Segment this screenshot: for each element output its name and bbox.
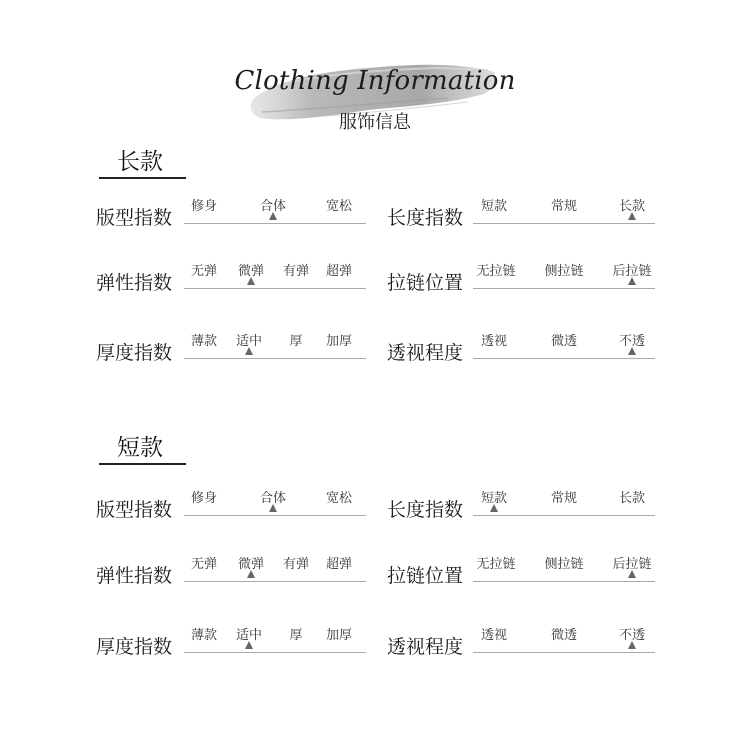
scale-option: 加厚 [325,334,353,349]
selection-marker-icon [245,347,253,355]
scale-line [184,515,366,516]
rating-scale [473,487,655,527]
scale-option: 无拉链 [476,557,516,572]
row-label: 弹性指数 [96,565,173,587]
scale-option: 后拉链 [612,557,652,572]
title-chinese: 服饰信息 [339,112,411,133]
rating-scale [473,624,655,664]
scale-line [473,288,655,289]
scale-option: 合体 [259,199,287,214]
scale-line [473,652,655,653]
selection-marker-icon [245,641,253,649]
scale-option: 不透 [618,334,646,349]
scale-option: 不透 [618,628,646,643]
scale-option: 适中 [235,628,263,643]
row-label: 厚度指数 [96,636,173,658]
selection-marker-icon [490,504,498,512]
scale-option: 修身 [190,491,218,506]
row-label: 长度指数 [387,207,464,229]
row-label: 版型指数 [96,207,173,229]
scale-option: 有弹 [282,557,310,572]
scale-option: 修身 [190,199,218,214]
scale-line [184,288,366,289]
selection-marker-icon [247,570,255,578]
rating-scale [184,624,366,664]
selection-marker-icon [628,570,636,578]
scale-option: 宽松 [325,491,353,506]
scale-option: 侧拉链 [544,264,584,279]
scale-option: 常规 [550,491,578,506]
scale-option: 透视 [480,628,508,643]
scale-option: 无弹 [190,557,218,572]
section-title: 短款 [117,435,163,461]
scale-line [473,358,655,359]
row-label: 拉链位置 [387,565,464,587]
scale-option: 微透 [550,334,578,349]
row-label: 透视程度 [387,636,464,658]
rating-scale [184,195,366,235]
scale-option: 无拉链 [476,264,516,279]
selection-marker-icon [269,504,277,512]
scale-line [184,581,366,582]
selection-marker-icon [628,641,636,649]
scale-option: 厚 [289,334,303,349]
selection-marker-icon [628,277,636,285]
scale-line [184,652,366,653]
rating-scale [184,553,366,593]
scale-option: 后拉链 [612,264,652,279]
scale-option: 厚 [289,628,303,643]
scale-option: 微透 [550,628,578,643]
scale-option: 短款 [480,491,508,506]
scale-line [184,358,366,359]
scale-option: 薄款 [190,628,218,643]
selection-marker-icon [628,212,636,220]
scale-line [473,515,655,516]
section-long [0,143,750,383]
section-title: 长款 [117,149,163,175]
section-title-underline [99,463,186,465]
scale-option: 长款 [618,491,646,506]
scale-line [473,581,655,582]
scale-option: 微弹 [237,264,265,279]
selection-marker-icon [269,212,277,220]
scale-option: 超弹 [325,264,353,279]
rating-scale [473,330,655,370]
selection-marker-icon [628,347,636,355]
scale-option: 宽松 [325,199,353,214]
scale-line [184,223,366,224]
row-label: 长度指数 [387,499,464,521]
scale-line [473,223,655,224]
rating-scale [184,260,366,300]
scale-option: 无弹 [190,264,218,279]
rating-scale [184,487,366,527]
scale-option: 超弹 [325,557,353,572]
scale-option: 合体 [259,491,287,506]
row-label: 弹性指数 [96,272,173,294]
scale-option: 适中 [235,334,263,349]
row-label: 透视程度 [387,342,464,364]
row-label: 厚度指数 [96,342,173,364]
title-english: Clothing Information [234,66,516,96]
section-title-underline [99,177,186,179]
scale-option: 透视 [480,334,508,349]
scale-option: 有弹 [282,264,310,279]
section-short [0,429,750,669]
row-label: 版型指数 [96,499,173,521]
scale-option: 常规 [550,199,578,214]
selection-marker-icon [247,277,255,285]
scale-option: 短款 [480,199,508,214]
rating-scale [473,553,655,593]
rating-scale [184,330,366,370]
rating-scale [473,195,655,235]
scale-option: 微弹 [237,557,265,572]
scale-option: 长款 [618,199,646,214]
row-label: 拉链位置 [387,272,464,294]
scale-option: 侧拉链 [544,557,584,572]
rating-scale [473,260,655,300]
scale-option: 加厚 [325,628,353,643]
scale-option: 薄款 [190,334,218,349]
